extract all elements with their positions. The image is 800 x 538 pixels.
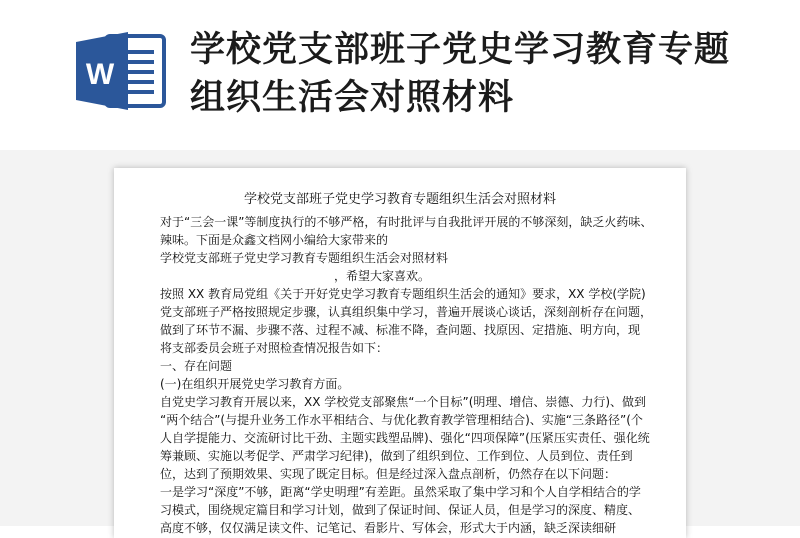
document-line: 将支部委员会班子对照检查情况报告如下： (160, 341, 389, 355)
document-page (114, 168, 686, 538)
document-line: 一是学习“深度”不够，距离“学史明理”有差距。虽然采取了集中学习和个人自学相结合的学 (160, 485, 641, 499)
word-icon (76, 32, 172, 110)
document-line: 人自学提能力、交流研讨比干劲、主题实践塑品牌)、强化“四项保障”(压紧压实责任、强化统 (160, 431, 650, 445)
document-title: 学校党支部班子党史学习教育专题组织生活会对照材料 (243, 192, 556, 207)
document-line: 按照 XX 教育局党组《关于开好党史学习教育专题组织生活会的通知》要求，XX 学校(学院) (160, 287, 646, 301)
document-line: 对于“三会一课”等制度执行的不够严格，有时批评与自我批评开展的不够深刻，缺乏火药味、 (160, 215, 653, 229)
document-line: 筹兼顾、实施以考促学、严肃学习纪律)，做到了组织到位、工作到位、人员到位、责任到 (160, 449, 633, 463)
document-line: 位，达到了预期效果、实现了既定目标。但是经过深入盘点剖析，仍然存在以下问题： (160, 467, 617, 481)
document-line: 做到了环节不漏、步骤不落、过程不减、标准不降，查问题、找原因、定措施、明方向，现 (160, 323, 641, 337)
document-line: 学校党支部班子党史学习教育专题组织生活会对照材料 (160, 251, 449, 265)
document-line: 一、存在问题 (160, 359, 233, 373)
document-line: (一)在组织开展党史学习教育方面。 (160, 377, 350, 391)
document-line: 党支部班子严格按照规定步骤，认真组织集中学习，普遍开展谈心谈话，深刻剖析存在问题， (160, 305, 653, 319)
page-title: 学校党支部班子党史学习教育专题组织生活会对照材料 (190, 30, 731, 118)
document-line: 习模式，围绕规定篇目和学习计划，做到了保证时间、保证人员，但是学习的深度、精度、 (160, 503, 641, 517)
header-banner (0, 0, 800, 150)
document-line: “两个结合”(与提升业务工作水平相结合、与优化教育教学管理相结合)、实施“三条路径”(个 (160, 413, 643, 427)
document-line: ，希望大家喜欢。 (334, 269, 431, 283)
svg-text:W: W (85, 58, 115, 91)
document-line: 自党史学习教育开展以来，XX 学校党支部聚焦“一个目标”(明理、增信、崇德、力行)、做到 (160, 395, 647, 409)
document-line: 高度不够，仅仅满足读文件、记笔记、看影片、写体会，形式大于内涵，缺乏深读细研 (160, 521, 617, 535)
document-line: 辣味。下面是众鑫文档网小编给大家带来的 (160, 233, 389, 247)
